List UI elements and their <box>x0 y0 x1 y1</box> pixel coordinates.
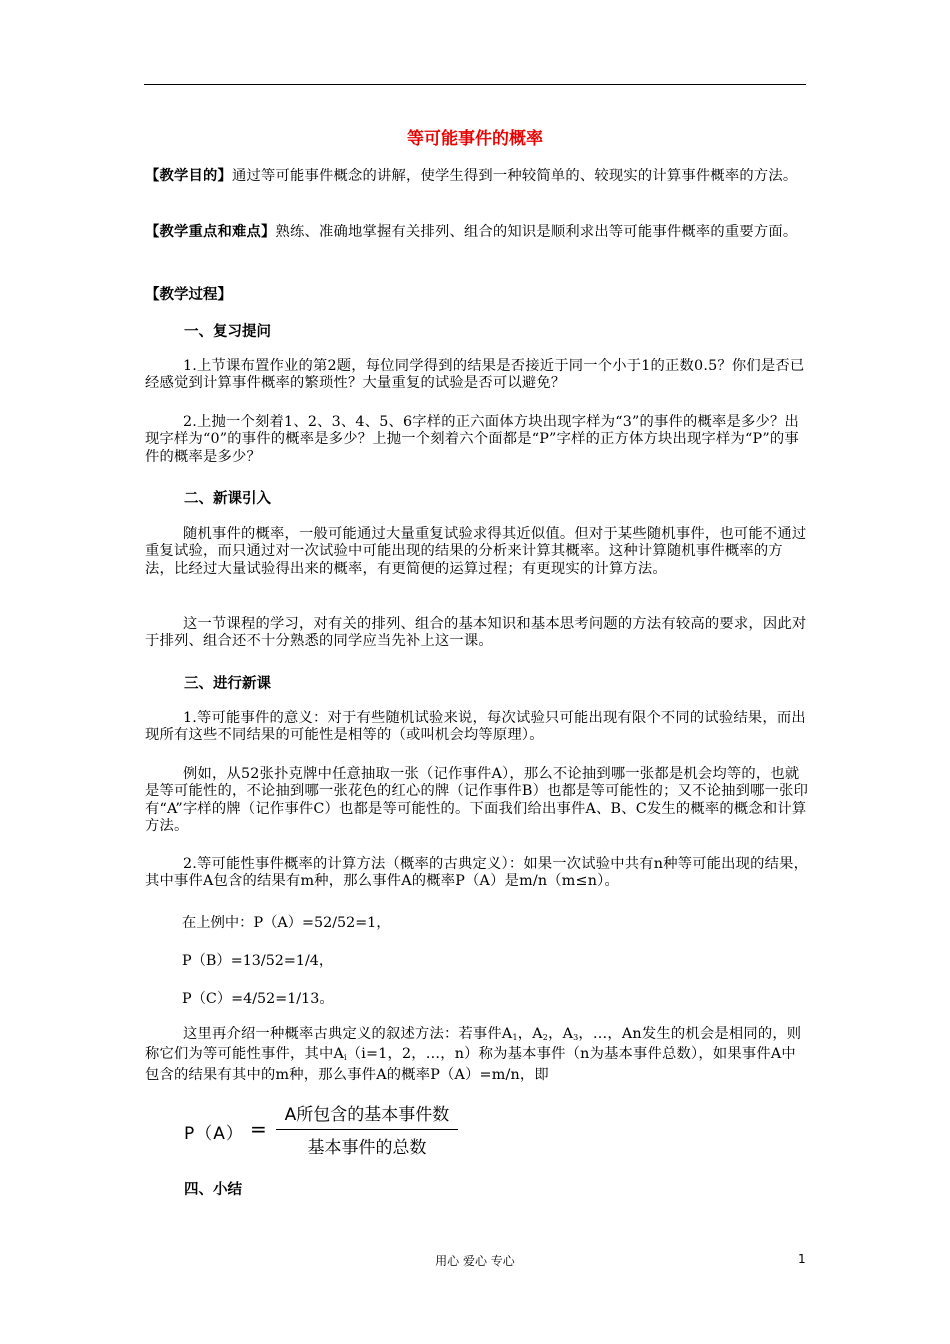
probability-formula <box>184 1100 484 1160</box>
key-points-paragraph <box>145 224 809 241</box>
p4-text-b: ，A <box>517 1026 543 1042</box>
teaching-process-label: 【教学过程】 <box>145 287 232 303</box>
review-question-2: 2.上抛一个刻着1、2、3、4、5、6字样的正六面体方块出现字样为“3”的事件的概率是多少？出现字样为“0”的事件的概率是多少？上抛一个刻着六个面都是“P”字样的正方体方块出现字样为“P”的事件的概率是多少？ <box>145 414 800 465</box>
footer-motto: 用心 爱心 专心 <box>435 1254 515 1268</box>
formula-fraction-bar <box>276 1129 458 1130</box>
p4-text-e: （i=1，2，…，n）称为基本事件（n为基本事件总数），如果事件A中包含的结果有其中的m种，那么事件A的概率P（A）=m/n，即 <box>145 1046 796 1083</box>
section-heading-summary: 四、小结 <box>184 1182 242 1198</box>
intro-paragraph-2: 这一节课程的学习，对有关的排列、组合的基本知识和基本思考问题的方法有较高的要求，因此对于排列、组合还不十分熟悉的同学应当先补上这一课。 <box>145 616 807 650</box>
section-heading-intro: 二、新课引入 <box>184 491 271 507</box>
teaching-goal-paragraph <box>145 168 809 185</box>
p4-sub-i: i <box>343 1053 347 1063</box>
section-heading-new-lesson: 三、进行新课 <box>184 676 271 692</box>
example-line-c: P（C）=4/52=1/13。 <box>182 991 334 1007</box>
key-points-label: 【教学重点和难点】 <box>145 224 276 240</box>
lesson-paragraph-4 <box>145 1026 809 1084</box>
p4-sub-1: 1 <box>512 1033 518 1042</box>
review-question-1: 1.上节课布置作业的第2题，每位同学得到的结果是否接近于同一个小于1的正数0.5？你们是否已经感觉到计算事件概率的繁琐性？大量重复的试验是否可以避免？ <box>145 358 805 392</box>
document-title: 等可能事件的概率 <box>407 129 543 149</box>
example-line-b: P（B）=13/52=1/4， <box>182 953 334 969</box>
p4-text-a: 这里再介绍一种概率古典定义的叙述方法：若事件A <box>183 1026 513 1042</box>
header-rule <box>144 84 806 85</box>
example-line-a: 在上例中：P（A）=52/52=1， <box>182 915 391 931</box>
formula-numerator: A所包含的基本事件数 <box>284 1105 450 1125</box>
teaching-goal-label: 【教学目的】 <box>145 168 232 184</box>
p4-text-d: ，…，An发生的机会是相同的，则称它们为等可能性事件，其中A <box>145 1026 802 1063</box>
intro-paragraph-1: 随机事件的概率，一般可能通过大量重复试验求得其近似值。但对于某些随机事件，也可能不通过重复试验，而只通过对一次试验中可能出现的结果的分析来计算其概率。这种计算随机事件概率的方法，比经过大量试验得出来的概率，有更简便的运算过程；有更现实的计算方法。 <box>145 526 807 577</box>
formula-lhs: P（A） <box>184 1124 244 1144</box>
formula-equals: = <box>250 1117 267 1141</box>
page-number: 1 <box>798 1252 806 1266</box>
teaching-goal-text: 通过等可能事件概念的讲解，使学生得到一种较简单的、较现实的计算事件概率的方法。 <box>231 168 798 184</box>
lesson-paragraph-3: 2.等可能性事件概率的计算方法（概率的古典定义）：如果一次试验中共有n种等可能出现的结果，其中事件A包含的结果有m种，那么事件A的概率P（A）是m/n（m≤n）。 <box>145 856 809 890</box>
lesson-paragraph-1: 1.等可能事件的意义：对于有些随机试验来说，每次试验只可能出现有限个不同的试验结果，而出现所有这些不同结果的可能性是相等的（或叫机会均等原理）。 <box>145 710 806 744</box>
key-points-text: 熟练、准确地掌握有关排列、组合的知识是顺利求出等可能事件概率的重要方面。 <box>275 224 798 240</box>
formula-denominator: 基本事件的总数 <box>307 1138 427 1158</box>
p4-text-c: ，A <box>548 1026 574 1042</box>
p4-sub-3: 3 <box>573 1033 579 1042</box>
section-heading-review: 一、复习提问 <box>184 324 271 340</box>
lesson-paragraph-2: 例如，从52张扑克牌中任意抽取一张（记作事件A），那么不论抽到哪一张都是机会均等的，也就是等可能性的，不论抽到哪一张花色的红心的牌（记作事件B）也都是等可能性的；又不论抽到哪一张印有“A”字样的牌（记作事件C）也都是等可能性的。下面我们给出事件A、B、C发生的概率的概念和计算方法。 <box>145 766 809 835</box>
p4-sub-2: 2 <box>542 1033 549 1042</box>
